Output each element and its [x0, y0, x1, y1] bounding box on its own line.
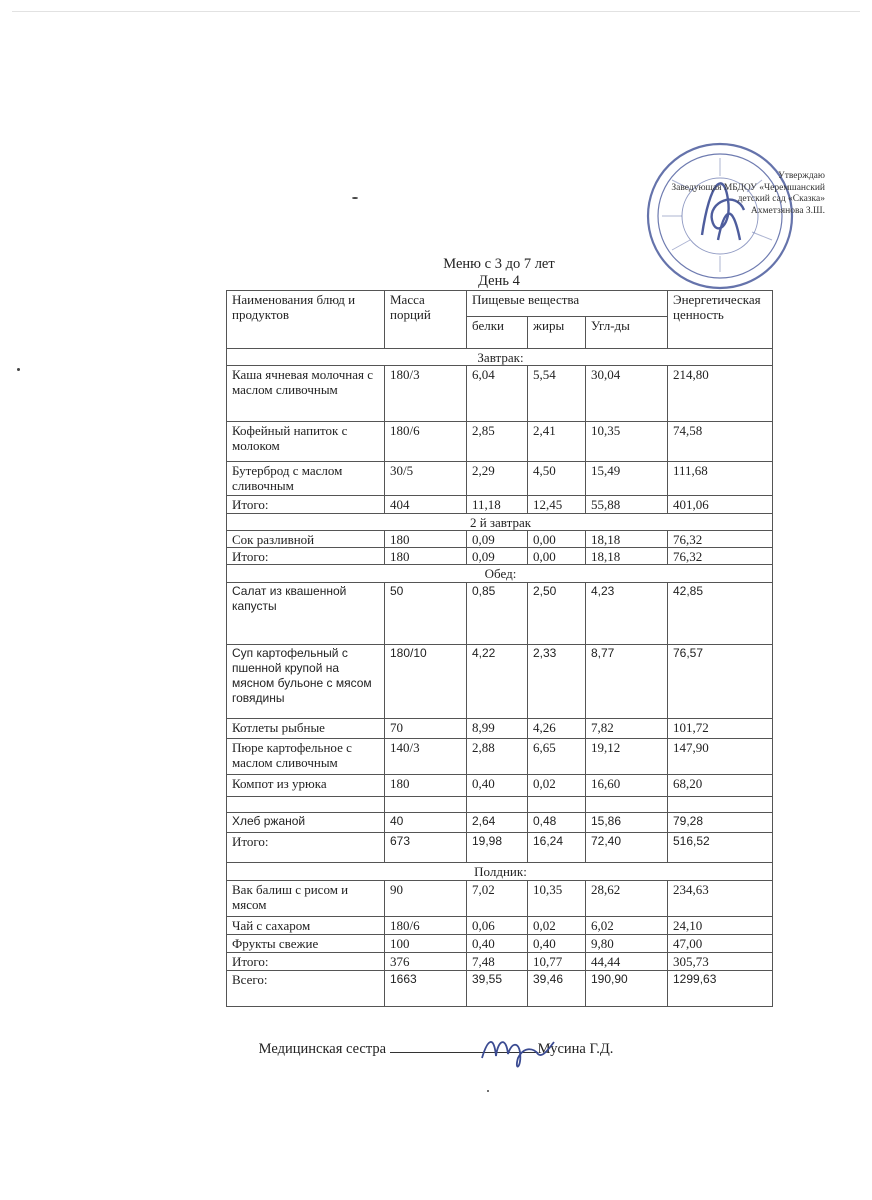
cell-carbs: 6,02: [586, 917, 668, 935]
cell-mass: 180: [385, 531, 467, 548]
cell-proteins: 19,98: [467, 833, 528, 863]
cell-mass: 90: [385, 881, 467, 917]
cell-name: Вак балиш с рисом и мясом: [227, 881, 385, 917]
cell-carbs: 4,23: [586, 583, 668, 645]
cell-name: Итого:: [227, 548, 385, 565]
cell-proteins: 6,04: [467, 366, 528, 422]
nurse-name: Мусина Г.Д.: [537, 1041, 614, 1057]
nurse-role: Медицинская сестра: [258, 1041, 387, 1057]
cell-fats: 0,00: [528, 548, 586, 565]
cell-carbs: 9,80: [586, 935, 668, 953]
cell-energy: 76,32: [668, 531, 773, 548]
cell-fats: 39,46: [528, 971, 586, 1007]
menu-table: [226, 290, 773, 1007]
cell-proteins: 0,06: [467, 917, 528, 935]
cell-name: Фрукты свежие: [227, 935, 385, 953]
cell-carbs: 72,40: [586, 833, 668, 863]
cell-mass: 180/3: [385, 366, 467, 422]
cell-proteins: 0,09: [467, 548, 528, 565]
cell-fats: 0,02: [528, 917, 586, 935]
cell-proteins: 0,09: [467, 531, 528, 548]
table-row: [227, 645, 773, 719]
cell-name: Компот из урюка: [227, 775, 385, 797]
cell-fats: 0,00: [528, 531, 586, 548]
scan-speck: [487, 1090, 489, 1092]
table-header-row: [227, 291, 773, 317]
cell-name: Чай с сахаром: [227, 917, 385, 935]
cell-fats: 10,35: [528, 881, 586, 917]
cell-mass: 100: [385, 935, 467, 953]
cell-proteins: 7,02: [467, 881, 528, 917]
table-row: [227, 496, 773, 514]
cell-mass: 140/3: [385, 739, 467, 775]
cell-carbs: 10,35: [586, 422, 668, 462]
cell-fats: 16,24: [528, 833, 586, 863]
table-row: [227, 797, 773, 813]
cell-name: Сок разливной: [227, 531, 385, 548]
section-row: [227, 349, 773, 366]
cell-proteins: 8,99: [467, 719, 528, 739]
cell-energy: 76,32: [668, 548, 773, 565]
table-row: [227, 953, 773, 971]
cell-name: Итого:: [227, 496, 385, 514]
cell-carbs: 55,88: [586, 496, 668, 514]
cell-name: Каша ячневая молочная с маслом сливочным: [227, 366, 385, 422]
section-row: [227, 514, 773, 531]
cell-proteins: 39,55: [467, 971, 528, 1007]
header-proteins: белки: [467, 317, 528, 349]
cell-proteins: [467, 797, 528, 813]
section-row: [227, 863, 773, 881]
cell-mass: 180/10: [385, 645, 467, 719]
cell-name: Салат из квашенной капусты: [227, 583, 385, 645]
cell-fats: 5,54: [528, 366, 586, 422]
table-row: [227, 719, 773, 739]
cell-carbs: 19,12: [586, 739, 668, 775]
table-row: [227, 881, 773, 917]
approval-block: [657, 171, 825, 217]
cell-energy: 47,00: [668, 935, 773, 953]
cell-proteins: 2,29: [467, 462, 528, 496]
cell-energy: 401,06: [668, 496, 773, 514]
cell-fats: 0,02: [528, 775, 586, 797]
cell-energy: 111,68: [668, 462, 773, 496]
table-row: [227, 739, 773, 775]
cell-mass: 673: [385, 833, 467, 863]
section-title: Обед:: [227, 565, 773, 583]
cell-proteins: 0,40: [467, 935, 528, 953]
cell-fats: [528, 797, 586, 813]
header-nutrients: Пищевые вещества: [467, 291, 668, 317]
cell-name: Котлеты рыбные: [227, 719, 385, 739]
cell-proteins: 2,64: [467, 813, 528, 833]
cell-carbs: 18,18: [586, 531, 668, 548]
cell-name: Хлеб ржаной: [227, 813, 385, 833]
cell-fats: 4,50: [528, 462, 586, 496]
table-row: [227, 833, 773, 863]
cell-energy: 305,73: [668, 953, 773, 971]
cell-name: Итого:: [227, 953, 385, 971]
table-row: [227, 917, 773, 935]
cell-energy: [668, 797, 773, 813]
approval-line: детский сад «Сказка»: [737, 194, 825, 204]
cell-fats: 0,40: [528, 935, 586, 953]
cell-mass: 376: [385, 953, 467, 971]
cell-fats: 2,41: [528, 422, 586, 462]
cell-energy: 24,10: [668, 917, 773, 935]
cell-carbs: 44,44: [586, 953, 668, 971]
table-row: [227, 422, 773, 462]
cell-energy: 42,85: [668, 583, 773, 645]
cell-proteins: 11,18: [467, 496, 528, 514]
header-energy: Энергетическая ценность: [668, 291, 773, 349]
cell-carbs: 30,04: [586, 366, 668, 422]
cell-fats: 2,33: [528, 645, 586, 719]
cell-mass: 1663: [385, 971, 467, 1007]
cell-energy: 147,90: [668, 739, 773, 775]
cell-name: Пюре картофельное с маслом сливочным: [227, 739, 385, 775]
cell-carbs: 15,86: [586, 813, 668, 833]
table-row: [227, 462, 773, 496]
cell-mass: 40: [385, 813, 467, 833]
cell-energy: 68,20: [668, 775, 773, 797]
cell-energy: 234,63: [668, 881, 773, 917]
cell-mass: 50: [385, 583, 467, 645]
page-top-rule: [12, 11, 860, 12]
section-title: 2 й завтрак: [227, 514, 773, 531]
cell-mass: 30/5: [385, 462, 467, 496]
cell-energy: 79,28: [668, 813, 773, 833]
cell-fats: 10,77: [528, 953, 586, 971]
table-row: [227, 775, 773, 797]
cell-energy: 214,80: [668, 366, 773, 422]
cell-name: Итого:: [227, 833, 385, 863]
table-row: [227, 935, 773, 953]
cell-fats: 6,65: [528, 739, 586, 775]
header-fats: жиры: [528, 317, 586, 349]
approval-line: Заведующая МБДОУ «Черемшанский: [671, 182, 825, 193]
cell-proteins: 0,40: [467, 775, 528, 797]
cell-carbs: 16,60: [586, 775, 668, 797]
header-carbs: Угл-ды: [586, 317, 668, 349]
cell-carbs: [586, 797, 668, 813]
cell-name: Бутерброд с маслом сливочным: [227, 462, 385, 496]
table-row: [227, 366, 773, 422]
handwritten-signature: [478, 1028, 558, 1072]
cell-carbs: 28,62: [586, 881, 668, 917]
section-title: Полдник:: [227, 863, 773, 881]
table-row: [227, 813, 773, 833]
header-mass: Масса порций: [385, 291, 467, 349]
cell-carbs: 7,82: [586, 719, 668, 739]
cell-name: Всего:: [227, 971, 385, 1007]
cell-mass: 70: [385, 719, 467, 739]
cell-fats: 2,50: [528, 583, 586, 645]
cell-name: Кофейный напиток с молоком: [227, 422, 385, 462]
cell-carbs: 15,49: [586, 462, 668, 496]
cell-proteins: 2,85: [467, 422, 528, 462]
cell-energy: 76,57: [668, 645, 773, 719]
cell-mass: 404: [385, 496, 467, 514]
header-name: Наименования блюд и продуктов: [227, 291, 385, 349]
cell-name: Суп картофельный с пшенной крупой на мясном бульоне с мясом говядины: [227, 645, 385, 719]
cell-energy: 101,72: [668, 719, 773, 739]
cell-fats: 4,26: [528, 719, 586, 739]
cell-energy: 74,58: [668, 422, 773, 462]
signature-line: [0, 1040, 872, 1057]
cell-proteins: 2,88: [467, 739, 528, 775]
scan-speck: [17, 368, 20, 371]
cell-fats: 0,48: [528, 813, 586, 833]
cell-carbs: 190,90: [586, 971, 668, 1007]
approval-line: Утверждаю: [778, 171, 825, 181]
table-row: [227, 531, 773, 548]
cell-energy: 516,52: [668, 833, 773, 863]
section-title: Завтрак:: [227, 349, 773, 366]
cell-mass: 180/6: [385, 422, 467, 462]
cell-proteins: 7,48: [467, 953, 528, 971]
approval-line: Ахметзянова З.Ш.: [750, 205, 825, 216]
cell-mass: [385, 797, 467, 813]
cell-fats: 12,45: [528, 496, 586, 514]
table-row: [227, 548, 773, 565]
cell-mass: 180/6: [385, 917, 467, 935]
cell-proteins: 4,22: [467, 645, 528, 719]
menu-title: Меню с 3 до 7 лет: [443, 256, 555, 272]
cell-mass: 180: [385, 548, 467, 565]
table-row: [227, 583, 773, 645]
section-row: [227, 565, 773, 583]
cell-carbs: 18,18: [586, 548, 668, 565]
cell-name: [227, 797, 385, 813]
table-row: [227, 971, 773, 1007]
cell-mass: 180: [385, 775, 467, 797]
day-title: День 4: [478, 273, 520, 289]
cell-proteins: 0,85: [467, 583, 528, 645]
cell-energy: 1299,63: [668, 971, 773, 1007]
scan-speck: [352, 197, 358, 199]
cell-carbs: 8,77: [586, 645, 668, 719]
